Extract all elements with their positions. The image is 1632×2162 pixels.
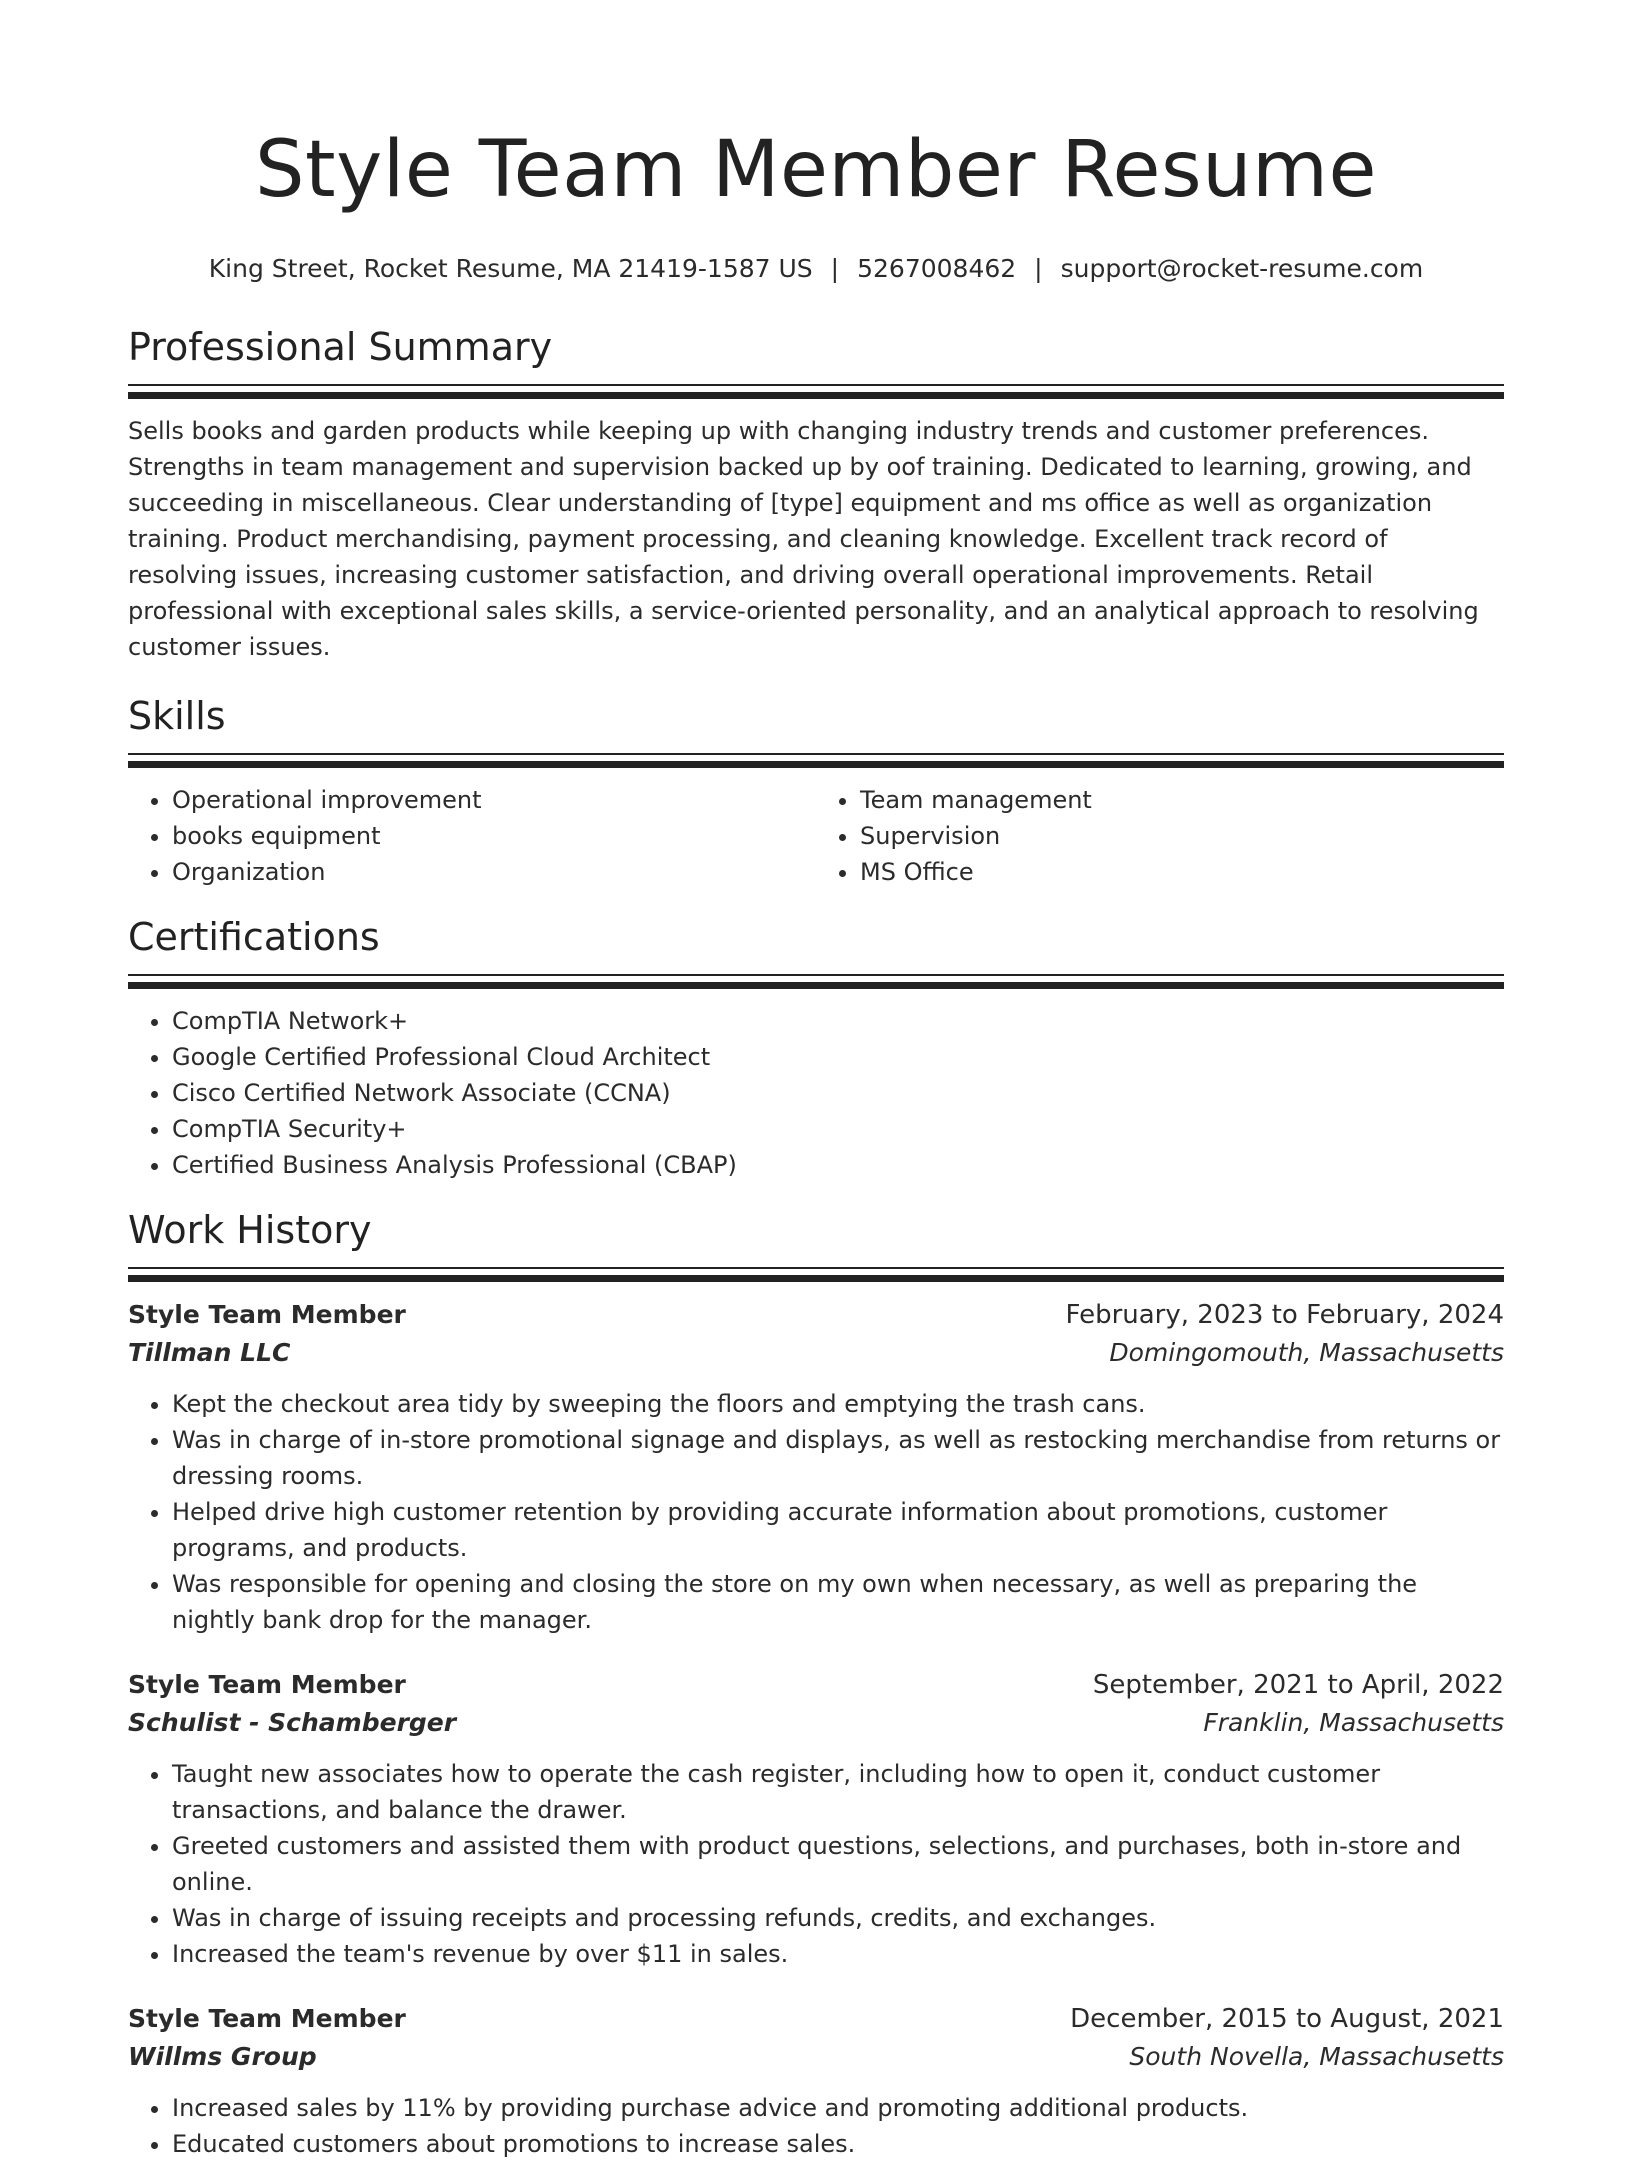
- skills-list-left: [128, 782, 816, 890]
- job-header-row: [128, 2000, 1504, 2038]
- job-bullet: • Educated customers about promotions to increase sales.: [172, 2126, 1504, 2162]
- job-bullets: [128, 2090, 1504, 2162]
- job-dates: September, 2021 to April, 2022: [1092, 1670, 1504, 1700]
- section-divider: [128, 1267, 1504, 1282]
- job-entry: [128, 1666, 1504, 1972]
- job-header-row: [128, 1296, 1504, 1334]
- contact-address: King Street, Rocket Resume, MA 21419-1587 US: [208, 254, 813, 283]
- section-divider: [128, 753, 1504, 768]
- section-divider: [128, 384, 1504, 399]
- certifications-section: [128, 912, 1504, 1183]
- job-company: Tillman LLC: [128, 1338, 291, 1367]
- job-location: South Novella, Massachusetts: [1129, 2042, 1504, 2071]
- contact-separator: |: [1034, 254, 1043, 283]
- job-bullet: • Greeted customers and assisted them with product questions, selections, and purchases, both in-store and online.: [172, 1828, 1504, 1900]
- job-location: Domingomouth, Massachusetts: [1109, 1338, 1504, 1367]
- certification-item: • CompTIA Security+: [172, 1111, 1504, 1147]
- job-header-row: [128, 1666, 1504, 1704]
- job-bullet: • Helped drive high customer retention by providing accurate information about promotions, customer programs, and products.: [172, 1494, 1504, 1566]
- job-bullet: • Increased the team's revenue by over $11 in sales.: [172, 1936, 1504, 1972]
- contact-line: [128, 252, 1504, 286]
- summary-text: Sells books and garden products while keeping up with changing industry trends and customer preferences. Strengths in team management and supervision backed up by oof training. Dedicated to learning, growing, and succeeding in miscellaneous. Clear understanding of [type] equipment and ms office as well as organization training. Product merchandising, payment processing, and cleaning knowledge. Excellent track record of resolving issues, increasing customer satisfaction, and driving overall operational improvements. Retail professional with exceptional sales skills, a service-oriented personality, and an analytical approach to resolving customer issues.: [128, 417, 1479, 661]
- skill-item: • Team management: [860, 782, 1504, 818]
- certification-item: • Google Certified Professional Cloud Architect: [172, 1039, 1504, 1075]
- summary-heading: Professional Summary: [128, 325, 553, 369]
- certifications-list: [128, 1003, 1504, 1183]
- contact-email: support@rocket-resume.com: [1060, 254, 1424, 283]
- resume-title: Style Team Member Resume: [254, 125, 1377, 215]
- certification-item: • Certified Business Analysis Professional (CBAP): [172, 1147, 1504, 1183]
- skills-grid: [128, 782, 1504, 890]
- certifications-heading: Certifications: [128, 915, 380, 959]
- contact-phone: 5267008462: [857, 254, 1017, 283]
- section-divider: [128, 974, 1504, 989]
- skills-list-right: [816, 782, 1504, 890]
- certification-item: • CompTIA Network+: [172, 1003, 1504, 1039]
- work-history-section: [128, 1205, 1504, 2162]
- job-bullet: • Increased sales by 11% by providing purchase advice and promoting additional products.: [172, 2090, 1504, 2126]
- job-bullet: • Was in charge of issuing receipts and processing refunds, credits, and exchanges.: [172, 1900, 1504, 1936]
- skill-item: • Supervision: [860, 818, 1504, 854]
- skill-item: • Operational improvement: [172, 782, 816, 818]
- job-title: Style Team Member: [128, 2004, 406, 2033]
- summary-section: [128, 322, 1504, 665]
- skill-item: • MS Office: [860, 854, 1504, 890]
- job-bullets: [128, 1386, 1504, 1638]
- job-entry: [128, 1296, 1504, 1638]
- job-company-row: [128, 2038, 1504, 2076]
- skill-item: • Organization: [172, 854, 816, 890]
- work-history-heading: Work History: [128, 1208, 372, 1252]
- contact-separator: |: [830, 254, 840, 283]
- job-bullets: [128, 1756, 1504, 1972]
- skills-heading: Skills: [128, 694, 226, 738]
- job-company-row: [128, 1704, 1504, 1742]
- job-entry: [128, 2000, 1504, 2162]
- job-company: Schulist - Schamberger: [128, 1708, 457, 1737]
- job-dates: February, 2023 to February, 2024: [1065, 1300, 1504, 1330]
- job-bullet: • Taught new associates how to operate the cash register, including how to open it, conduct customer transactions, and balance the drawer.: [172, 1756, 1504, 1828]
- certification-item: • Cisco Certified Network Associate (CCNA): [172, 1075, 1504, 1111]
- job-location: Franklin, Massachusetts: [1203, 1708, 1504, 1737]
- job-dates: December, 2015 to August, 2021: [1070, 2004, 1504, 2034]
- job-company-row: [128, 1334, 1504, 1372]
- job-bullet: • Kept the checkout area tidy by sweeping the floors and emptying the trash cans.: [172, 1386, 1504, 1422]
- job-bullet: • Was responsible for opening and closing the store on my own when necessary, as well as preparing the nightly bank drop for the manager.: [172, 1566, 1504, 1638]
- skill-item: • books equipment: [172, 818, 816, 854]
- job-bullet: • Was in charge of in-store promotional signage and displays, as well as restocking merchandise from returns or dressing rooms.: [172, 1422, 1504, 1494]
- skills-section: [128, 691, 1504, 890]
- job-company: Willms Group: [128, 2042, 317, 2071]
- job-title: Style Team Member: [128, 1300, 406, 1329]
- job-title: Style Team Member: [128, 1670, 406, 1699]
